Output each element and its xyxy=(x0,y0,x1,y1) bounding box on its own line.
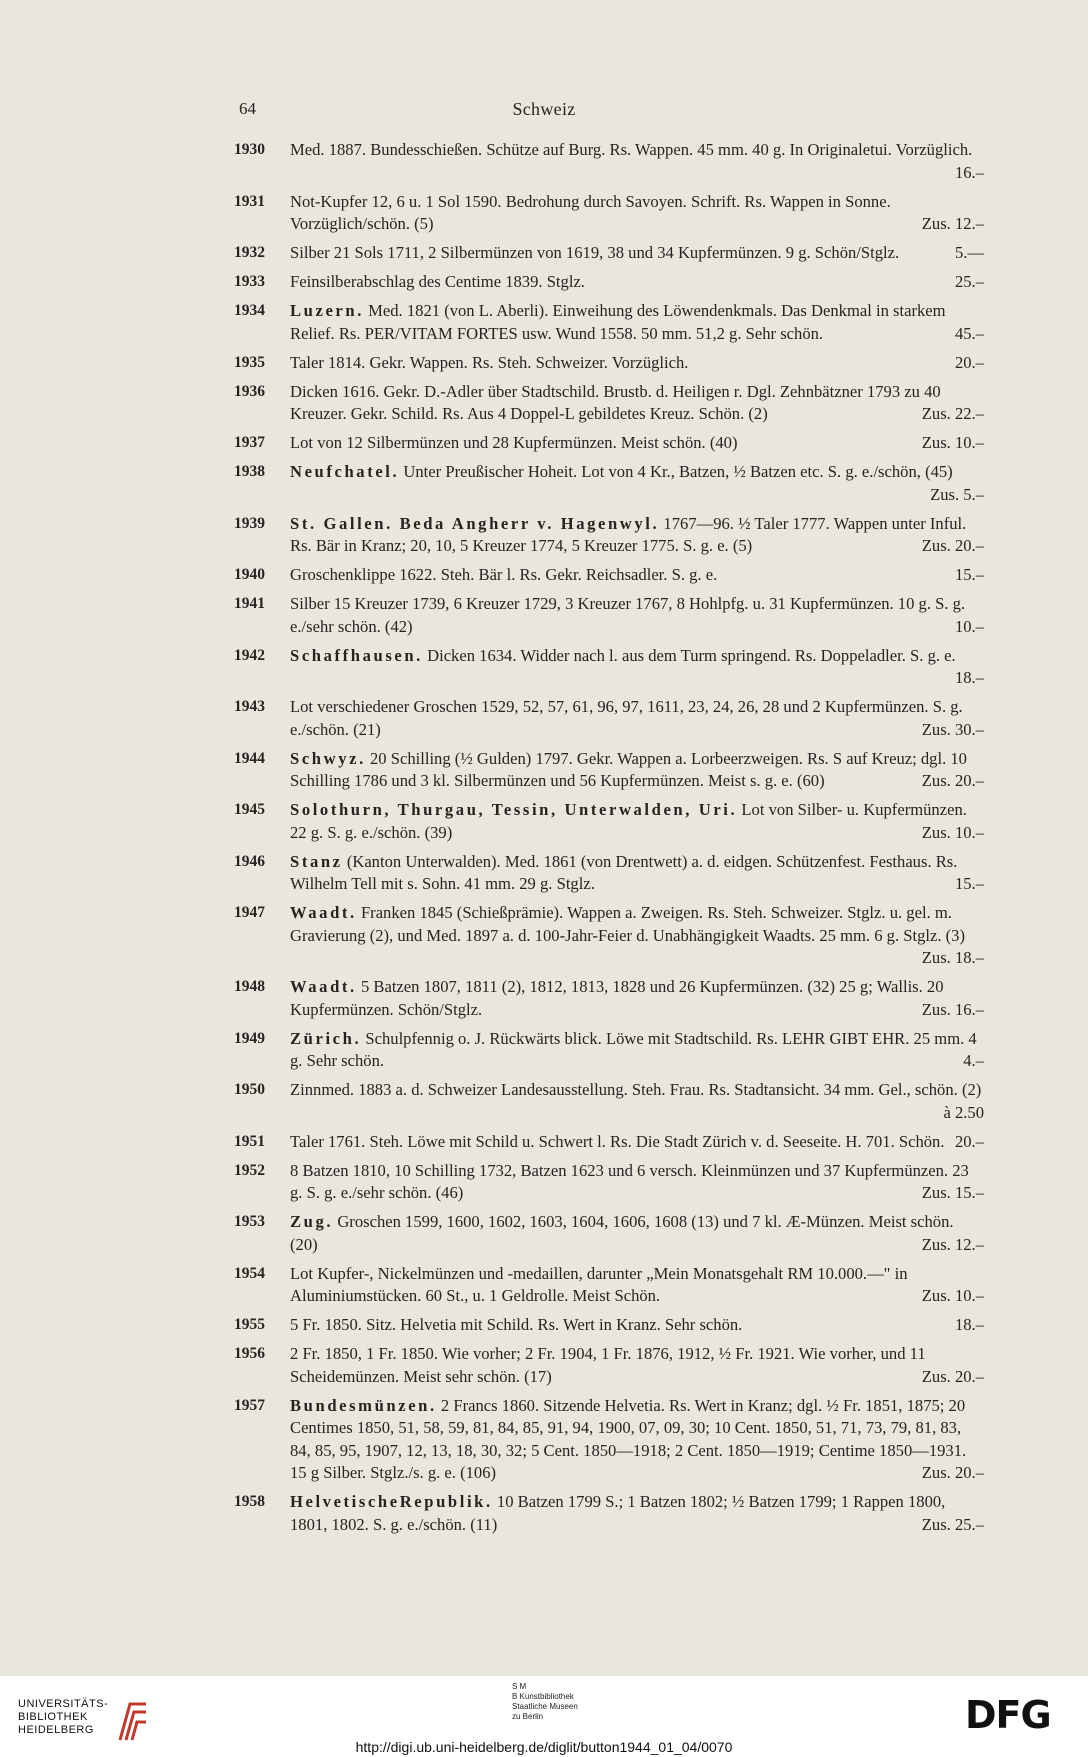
lot-entry xyxy=(234,851,984,896)
lot-description xyxy=(290,645,984,690)
lot-number: 1943 xyxy=(234,698,265,715)
lot-price: 4.– xyxy=(963,1051,984,1070)
lot-number: 1939 xyxy=(234,514,265,532)
lot-number: 1934 xyxy=(234,302,265,319)
lot-number: 1956 xyxy=(234,1345,265,1362)
lot-number: 1935 xyxy=(234,353,265,371)
lot-number: 1940 xyxy=(234,566,265,583)
lot-description xyxy=(290,851,984,896)
lot-price: Zus. 15.– xyxy=(921,1183,984,1202)
lot-text: 8 Batzen 1810, 10 Schilling 1732, Batzen 1623 und 6 versch. Kleinmünzen und 37 Kupfermünzen. 23 g. S. g. e./sehr schön. (46) xyxy=(290,1160,969,1202)
lot-price: 15.– xyxy=(954,565,984,584)
lot-entry xyxy=(234,242,984,265)
lot-description xyxy=(290,1491,984,1536)
lot-entry xyxy=(234,513,984,558)
lot-entry xyxy=(234,799,984,844)
lot-description xyxy=(290,139,984,184)
lot-text: 1767—96. ½ Taler 1777. Wappen unter Inful. Rs. Bär in Kranz; 20, 10, 5 Kreuzer 1774, 5 Kreuzer 1775. S. g. e. (5) xyxy=(290,513,967,555)
lot-entry xyxy=(234,645,984,690)
lot-number: 1957 xyxy=(234,1396,265,1414)
lot-number: 1949 xyxy=(234,1029,265,1047)
lot-entry xyxy=(234,1028,984,1073)
lot-description xyxy=(290,191,984,236)
lot-number: 1945 xyxy=(234,801,265,818)
lot-description xyxy=(290,1263,984,1308)
lot-entry xyxy=(234,1160,984,1205)
lot-description xyxy=(290,513,984,558)
place-name: Waadt. xyxy=(290,977,357,996)
lot-description xyxy=(290,381,984,426)
lot-entry xyxy=(234,139,984,184)
lot-number: 1951 xyxy=(234,1132,265,1150)
lot-number: 1948 xyxy=(234,978,265,995)
lot-entry xyxy=(234,300,984,345)
lot-number: 1947 xyxy=(234,904,265,921)
lot-entry xyxy=(234,1079,984,1124)
lot-price: 45.– xyxy=(954,323,984,343)
place-name: St. Gallen. Beda Angherr v. Hagenwyl. xyxy=(290,513,660,533)
lot-text: Not-Kupfer 12, 6 u. 1 Sol 1590. Bedrohung durch Savoyen. Schrift. Rs. Wappen in Sonne. Vorzüglich/schön. (5) xyxy=(290,191,891,233)
lot-entry xyxy=(234,1131,984,1154)
lot-description xyxy=(290,1314,984,1337)
lot-price: 20.– xyxy=(954,352,984,372)
lot-text: Lot verschiedener Groschen 1529, 52, 57, 61, 96, 97, 1611, 23, 24, 26, 28 und 2 Kupfermünzen. S. g. e./schön. (21) xyxy=(290,697,963,739)
lot-price: Zus. 20.– xyxy=(921,536,984,555)
lot-number: 1955 xyxy=(234,1316,265,1333)
lot-entry xyxy=(234,1395,984,1485)
lot-price: Zus. 20.– xyxy=(921,771,984,790)
lot-price: 15.– xyxy=(954,874,984,893)
lot-entry xyxy=(234,902,984,970)
lot-description xyxy=(290,242,984,265)
lot-entry xyxy=(234,564,984,587)
lot-text: 2 Fr. 1850, 1 Fr. 1850. Wie vorher; 2 Fr. 1904, 1 Fr. 1876, 1912, ½ Fr. 1921. Wie vorher, und 11 Scheidemünzen. Meist sehr schön. (17) xyxy=(290,1344,926,1386)
lot-price: Zus. 10.– xyxy=(921,1286,984,1305)
dfg-logo[interactable]: DFG xyxy=(965,1693,1051,1737)
lot-text: Lot Kupfer-, Nickelmünzen und -medaillen, darunter „Mein Monatsgehalt RM 10.000.—" in Aluminiumstücken. 60 St., u. 1 Geldrolle. Meist Schön. xyxy=(290,1263,908,1305)
place-name: Stanz xyxy=(290,851,343,871)
lot-text: 2 Francs 1860. Sitzende Helvetia. Rs. Wert in Kranz; dgl. ½ Fr. 1851, 1875; 20 Centimes 1850, 51, 58, 59, 81, 84, 85, 91, 94, 1900, 07, 09, 30; 10 Cent. 1850, 51, 71, 73, 79, 81, 83, 84, 85, 95, 1907, 12, 13, 18, 30, 32; 5 Cent. 1850—1918; 2 Cent. 1850—1919; Centime 1850—1931. 15 g Silber. Stglz./s. g. e. (106) xyxy=(290,1395,967,1482)
lot-price: 10.– xyxy=(954,616,984,636)
lot-description xyxy=(290,696,984,741)
lot-description xyxy=(290,1211,984,1256)
source-url[interactable]: http://digi.ub.uni-heidelberg.de/diglit/button1944_01_04/0070 xyxy=(355,1739,733,1755)
lot-price: Zus. 25.– xyxy=(921,1514,984,1534)
lot-number: 1958 xyxy=(234,1493,265,1510)
lot-description xyxy=(290,748,984,793)
lot-description xyxy=(290,902,984,970)
lot-text: Taler 1761. Steh. Löwe mit Schild u. Schwert l. Rs. Die Stadt Zürich v. d. Seeseite. H. 701. Schön. xyxy=(290,1131,945,1151)
place-name: Neufchatel. xyxy=(290,462,400,481)
lot-entry xyxy=(234,976,984,1021)
lot-price: 5.— xyxy=(954,243,984,262)
lot-number: 1932 xyxy=(234,244,265,261)
lot-price: 16.– xyxy=(954,162,984,182)
lot-entry xyxy=(234,352,984,375)
lot-description xyxy=(290,271,984,294)
lot-text: (Kanton Unterwalden). Med. 1861 (von Drentwett) a. d. eidgen. Schützenfest. Festhaus. Rs. Wilhelm Tell mit s. Sohn. 41 mm. 29 g. Stglz. xyxy=(290,851,958,893)
lot-text: Dicken 1634. Widder nach l. aus dem Turm springend. Rs. Doppeladler. S. g. e. xyxy=(427,645,956,665)
lot-entry xyxy=(234,432,984,455)
lot-description xyxy=(290,1079,984,1124)
lot-number: 1931 xyxy=(234,192,265,210)
place-name: HelvetischeRepublik. xyxy=(290,1492,493,1511)
lot-entry xyxy=(234,381,984,426)
lot-description xyxy=(290,593,984,638)
lot-price: 25.– xyxy=(954,272,984,291)
lot-description xyxy=(290,352,984,375)
lot-price: Zus. 20.– xyxy=(921,1463,984,1482)
lot-price: Zus. 18.– xyxy=(921,948,984,967)
place-name: Waadt. xyxy=(290,903,357,922)
lot-number: 1941 xyxy=(234,595,265,612)
lot-number: 1953 xyxy=(234,1213,265,1230)
lot-description xyxy=(290,1160,984,1205)
lot-price: 18.– xyxy=(954,1315,984,1334)
lot-price: Zus. 5.– xyxy=(930,484,984,504)
place-name: Luzern. xyxy=(290,301,364,320)
lot-text: Lot von Silber- u. Kupfermünzen. 22 g. S. g. e./schön. (39) xyxy=(290,800,967,842)
lot-text: Schulpfennig o. J. Rückwärts blick. Löwe mit Stadtschild. Rs. LEHR GIBT EHR. 25 mm. 4 g. Sehr schön. xyxy=(290,1028,977,1070)
lot-price: Zus. 16.– xyxy=(921,999,984,1019)
lot-entry xyxy=(234,1211,984,1256)
lot-description xyxy=(290,976,984,1021)
page-header xyxy=(0,99,1088,127)
lot-text: Taler 1814. Gekr. Wappen. Rs. Steh. Schweizer. Vorzüglich. xyxy=(290,352,689,372)
lot-entry xyxy=(234,271,984,294)
lot-number: 1933 xyxy=(234,273,265,290)
lot-entry xyxy=(234,1343,984,1388)
university-name: UNIVERSITÄTS- BIBLIOTHEK HEIDELBERG xyxy=(18,1698,109,1736)
lot-description xyxy=(290,461,984,506)
lot-text: Med. 1821 (von L. Aberli). Einweihung des Löwendenkmals. Das Denkmal in starkem Relief. Rs. PER/VITAM FORTES usw. Wund 1558. 50 mm. 51,2 g. Sehr schön. xyxy=(290,301,946,343)
lot-entry xyxy=(234,593,984,638)
lot-entry xyxy=(234,1314,984,1337)
lot-entry xyxy=(234,1263,984,1308)
lot-price: à 2.50 xyxy=(943,1102,984,1122)
lot-text: Lot von 12 Silbermünzen und 28 Kupfermünzen. Meist schön. (40) xyxy=(290,433,738,452)
lot-entry xyxy=(234,748,984,793)
lot-description xyxy=(290,432,984,455)
lot-price: Zus. 20.– xyxy=(921,1366,984,1386)
lot-price: Zus. 30.– xyxy=(921,719,984,739)
place-name: Schwyz. xyxy=(290,748,366,768)
lot-entry xyxy=(234,696,984,741)
lot-entry xyxy=(234,461,984,506)
page-number: 64 xyxy=(239,99,256,118)
place-name: Schaffhausen. xyxy=(290,645,423,665)
lot-entry xyxy=(234,191,984,236)
lot-number: 1944 xyxy=(234,749,265,767)
lot-list xyxy=(234,139,984,1543)
lot-number: 1938 xyxy=(234,463,265,480)
lot-number: 1930 xyxy=(234,141,265,158)
lot-text: Groschenklippe 1622. Steh. Bär l. Rs. Gekr. Reichsadler. S. g. e. xyxy=(290,565,718,584)
lot-number: 1946 xyxy=(234,852,265,870)
lot-text: Dicken 1616. Gekr. D.-Adler über Stadtschild. Brustb. d. Heiligen r. Dgl. Zehnbätzner 1793 zu 40 Kreuzer. Gekr. Schild. Rs. Aus 4 Doppel-L gebildetes Kreuz. Schön. (2) xyxy=(290,381,941,423)
lot-description xyxy=(290,1395,984,1485)
place-name: Bundesmünzen. xyxy=(290,1395,437,1415)
lot-number: 1936 xyxy=(234,382,265,400)
lot-text: 10 Batzen 1799 S.; 1 Batzen 1802; ½ Batzen 1799; 1 Rappen 1800, 1801, 1802. S. g. e./schön. (11) xyxy=(290,1492,946,1534)
lot-description xyxy=(290,1028,984,1073)
lot-price: Zus. 22.– xyxy=(921,404,984,423)
lot-description xyxy=(290,564,984,587)
place-name: Zug. xyxy=(290,1212,334,1231)
lot-text: Silber 21 Sols 1711, 2 Silbermünzen von 1619, 38 und 34 Kupfermünzen. 9 g. Schön/Stglz. xyxy=(290,243,900,262)
lot-text: Franken 1845 (Schießprämie). Wappen a. Zweigen. Rs. Steh. Schweizer. Stglz. u. gel. m. Gravierung (2), und Med. 1897 a. d. 100-Jahr-Feier d. Unabhängigkeit Waadts. 25 mm. 6 g. Stglz. (3) xyxy=(290,903,966,945)
lot-description xyxy=(290,1343,984,1388)
lot-number: 1952 xyxy=(234,1161,265,1179)
library-emblem-icon xyxy=(116,1700,150,1744)
lot-text: Unter Preußischer Hoheit. Lot von 4 Kr., Batzen, ½ Batzen etc. S. g. e./schön, (45) xyxy=(403,462,953,481)
lot-number: 1942 xyxy=(234,646,265,664)
lot-price: 20.– xyxy=(954,1131,984,1151)
lot-text: Groschen 1599, 1600, 1602, 1603, 1604, 1606, 1608 (13) und 7 kl. Æ-Münzen. Meist schön. (20) xyxy=(290,1212,954,1254)
place-name: Zürich. xyxy=(290,1028,362,1048)
lot-price: Zus. 10.– xyxy=(921,433,984,452)
lot-text: 5 Fr. 1850. Sitz. Helvetia mit Schild. Rs. Wert in Kranz. Sehr schön. xyxy=(290,1315,743,1334)
lot-text: 5 Batzen 1807, 1811 (2), 1812, 1813, 1828 und 26 Kupfermünzen. (32) 25 g; Wallis. 20 Kupfermünzen. Schön/Stglz. xyxy=(290,977,944,1019)
lot-text: Med. 1887. Bundesschießen. Schütze auf Burg. Rs. Wappen. 45 mm. 40 g. In Originaletui. Vorzüglich. xyxy=(290,140,973,159)
lot-description xyxy=(290,300,984,345)
lot-text: 20 Schilling (½ Gulden) 1797. Gekr. Wappen a. Lorbeerzweigen. Rs. S auf Kreuz; dgl. 10 Schilling 1786 und 3 kl. Silbermünzen und 56 Kupfermünzen. Meist s. g. e. (60) xyxy=(290,748,967,790)
lot-text: Feinsilberabschlag des Centime 1839. Stglz. xyxy=(290,272,585,291)
lot-text: Silber 15 Kreuzer 1739, 6 Kreuzer 1729, 3 Kreuzer 1767, 8 Hohlpfg. u. 31 Kupfermünzen. 10 g. S. g. e./sehr schön. (42) xyxy=(290,594,966,636)
lot-price: Zus. 10.– xyxy=(921,822,984,842)
section-title: Schweiz xyxy=(512,99,576,119)
place-name: Solothurn, Thurgau, Tessin, Unterwalden, Uri. xyxy=(290,800,738,819)
lot-entry xyxy=(234,1491,984,1536)
lot-number: 1954 xyxy=(234,1264,265,1282)
lot-number: 1937 xyxy=(234,434,265,451)
lot-description xyxy=(290,1131,984,1154)
library-stamp: S M B Kunstbibliothek Staatliche Museen zu Berlin xyxy=(512,1682,578,1721)
lot-description xyxy=(290,799,984,844)
digitization-footer xyxy=(0,1676,1088,1757)
lot-price: Zus. 12.– xyxy=(921,214,984,233)
lot-text: Zinnmed. 1883 a. d. Schweizer Landesausstellung. Steh. Frau. Rs. Stadtansicht. 34 mm. Gel., schön. (2) xyxy=(290,1080,982,1099)
lot-number: 1950 xyxy=(234,1081,265,1098)
lot-price: Zus. 12.– xyxy=(921,1234,984,1254)
lot-price: 18.– xyxy=(954,668,984,687)
